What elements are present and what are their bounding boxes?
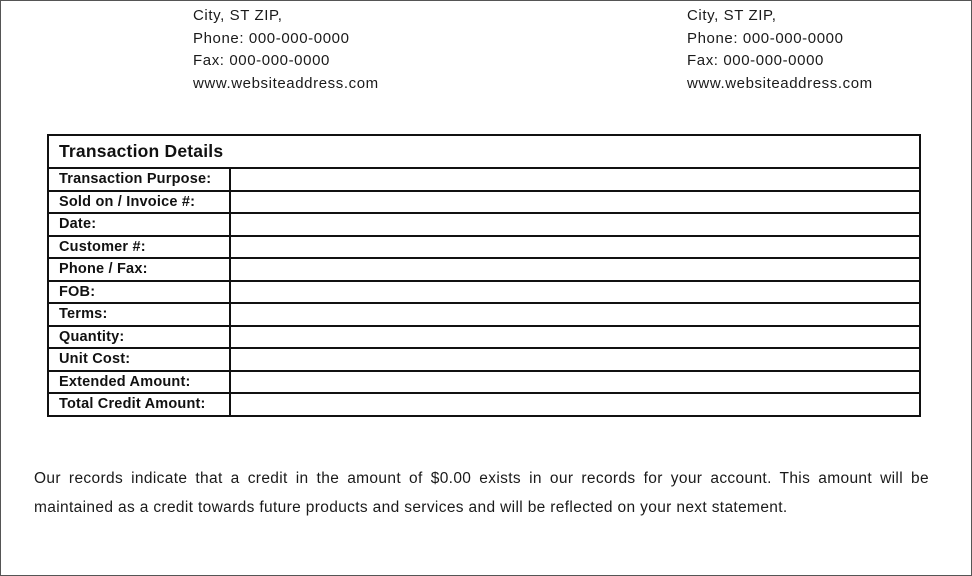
row-label-date: Date:	[48, 213, 230, 236]
row-value-quantity[interactable]	[230, 326, 920, 349]
table-row	[48, 393, 920, 416]
row-value-sold-on-invoice[interactable]	[230, 191, 920, 214]
table-row	[48, 168, 920, 191]
row-value-transaction-purpose[interactable]	[230, 168, 920, 191]
row-value-total-credit-amount[interactable]	[230, 393, 920, 416]
table-row	[48, 371, 920, 394]
row-label-customer-number: Customer #:	[48, 236, 230, 259]
sender-website: www.websiteaddress.com	[193, 74, 379, 92]
row-label-quantity: Quantity:	[48, 326, 230, 349]
row-label-sold-on-invoice: Sold on / Invoice #:	[48, 191, 230, 214]
row-value-phone-fax[interactable]	[230, 258, 920, 281]
table-row	[48, 348, 920, 371]
table-title: Transaction Details	[48, 135, 920, 168]
table-row	[48, 281, 920, 304]
row-value-terms[interactable]	[230, 303, 920, 326]
sender-phone: Phone: 000-000-0000	[193, 29, 350, 47]
table-row	[48, 303, 920, 326]
row-label-extended-amount: Extended Amount:	[48, 371, 230, 394]
recipient-address-block	[687, 5, 873, 95]
row-label-terms: Terms:	[48, 303, 230, 326]
table-row	[48, 191, 920, 214]
table-row	[48, 236, 920, 259]
row-label-transaction-purpose: Transaction Purpose:	[48, 168, 230, 191]
row-label-phone-fax: Phone / Fax:	[48, 258, 230, 281]
table-row	[48, 258, 920, 281]
recipient-website: www.websiteaddress.com	[687, 74, 873, 92]
row-value-unit-cost[interactable]	[230, 348, 920, 371]
table-row	[48, 213, 920, 236]
sender-address-block	[193, 5, 379, 95]
recipient-phone: Phone: 000-000-0000	[687, 29, 844, 47]
row-value-extended-amount[interactable]	[230, 371, 920, 394]
recipient-city-line: City, ST ZIP,	[687, 7, 777, 24]
row-value-fob[interactable]	[230, 281, 920, 304]
row-value-customer-number[interactable]	[230, 236, 920, 259]
credit-note-paragraph: Our records indicate that a credit in the amount of $0.00 exists in our records for your account. This amount will be maintained as a credit towards future products and services and will be reflected on your next statement.	[34, 470, 929, 516]
row-label-total-credit-amount: Total Credit Amount:	[48, 393, 230, 416]
row-value-date[interactable]	[230, 213, 920, 236]
sender-city-line: City, ST ZIP,	[193, 7, 283, 24]
transaction-details-table	[47, 134, 921, 417]
table-row	[48, 326, 920, 349]
row-label-fob: FOB:	[48, 281, 230, 304]
sender-fax: Fax: 000-000-0000	[193, 52, 330, 69]
row-label-unit-cost: Unit Cost:	[48, 348, 230, 371]
table-header-row	[48, 135, 920, 168]
recipient-fax: Fax: 000-000-0000	[687, 52, 824, 69]
